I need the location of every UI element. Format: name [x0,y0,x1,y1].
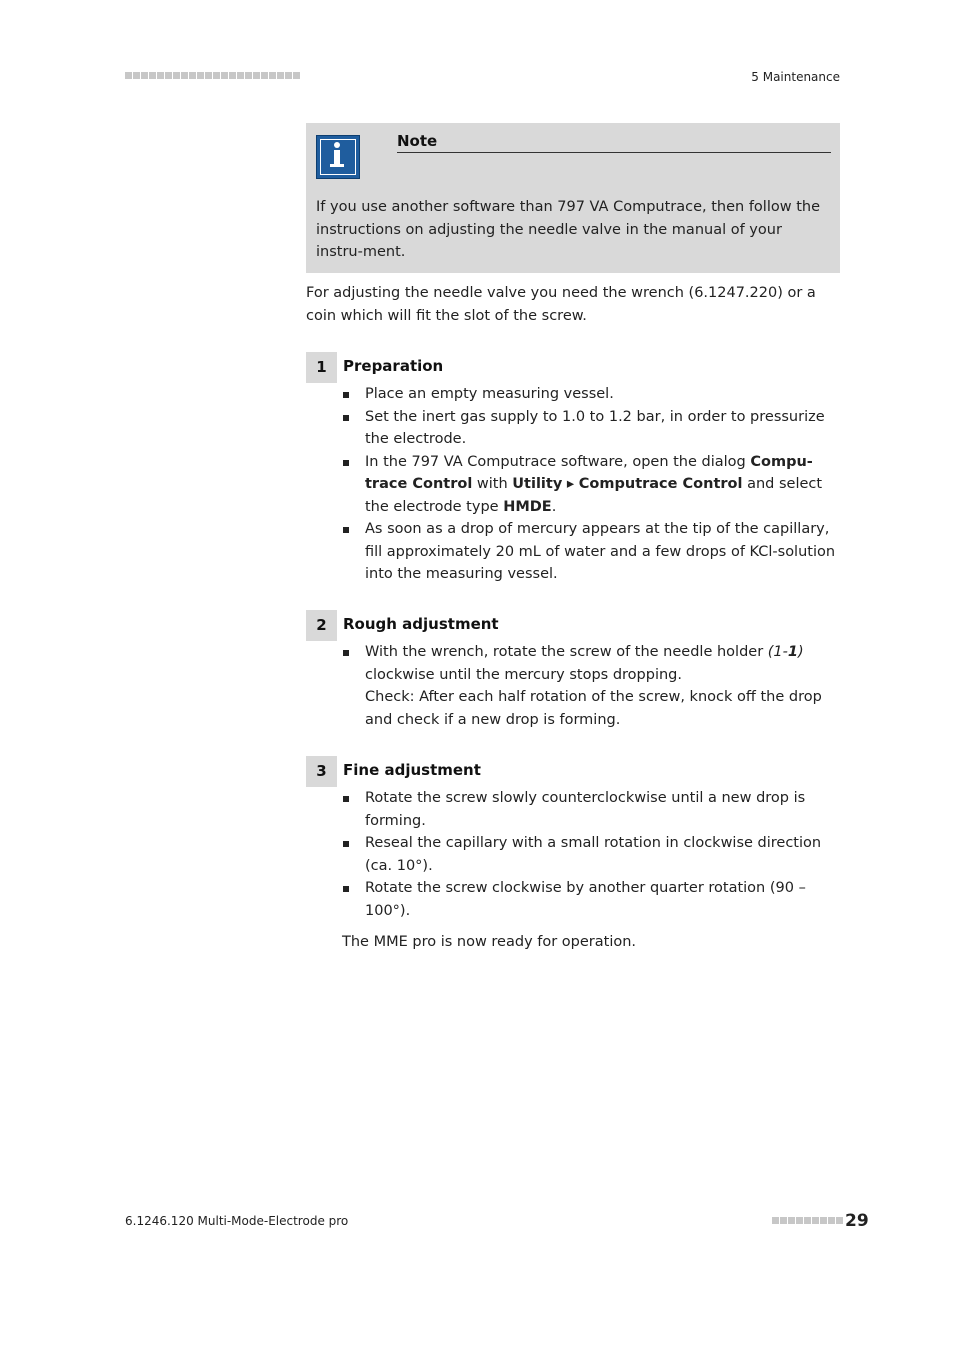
list-item: In the 797 VA Computrace software, open the dialog Compu-trace Control with Utility ▸ Computrace Control and select the electrode type HMDE. [342,451,840,519]
electrode-type: HMDE [503,498,552,515]
check-note: Check: After each half rotation of the screw, knock off the drop and check if a new drop is forming. [365,689,822,728]
figure-reference: (1-1) [767,644,804,660]
list-item: As soon as a drop of mercury appears at the tip of the capillary, fill approximately 20 mL of water and a few drops of KCl-solution into the measuring vessel. [342,518,840,586]
step-title: Preparation [343,357,444,375]
step-number: 3 [306,756,337,787]
note-body: If you use another software than 797 VA Computrace, then follow the instructions on adjusting the needle valve in the manual of your instru-ment. [316,199,820,260]
menu-item-name: Computrace Control [578,476,743,492]
info-icon [316,135,360,179]
note-title: Note [397,132,831,153]
list-item: Rotate the screw clockwise by another quarter rotation (90 – 100°). [342,877,840,922]
menu-arrow-icon: ▸ [562,476,579,492]
conclusion-text: The MME pro is now ready for operation. [342,934,637,950]
dialog-name: Compu-trace Control [365,453,813,492]
header-section-title: 5 Maintenance [751,70,840,84]
list-item: Place an empty measuring vessel. [342,383,840,406]
step-title: Rough adjustment [343,615,499,633]
footer-document-title: 6.1246.120 Multi-Mode-Electrode pro [125,1214,349,1228]
note-box [306,123,840,273]
intro-paragraph: For adjusting the needle valve you need the wrench (6.1247.220) or a coin which will fit the slot of the screw. [306,285,816,324]
list-item: With the wrench, rotate the screw of the needle holder (1-1) clockwise until the mercury stops dropping. Check: After each half rotation of the screw, knock off the drop and check if a new drop is forming. [342,641,840,731]
list-item: Reseal the capillary with a small rotation in clockwise direction (ca. 10°). [342,832,840,877]
step-list [342,383,840,586]
page-number: 29 [845,1211,869,1231]
step-title: Fine adjustment [343,761,481,779]
menu-name: Utility [512,476,563,492]
step-number: 1 [306,352,337,383]
footer-decoration [772,1217,843,1224]
step-list [342,787,840,922]
step-number: 2 [306,610,337,641]
header-decoration [125,72,300,79]
list-item: Set the inert gas supply to 1.0 to 1.2 bar, in order to pressurize the electrode. [342,406,840,451]
step-list [342,641,840,731]
list-item: Rotate the screw slowly counterclockwise until a new drop is forming. [342,787,840,832]
